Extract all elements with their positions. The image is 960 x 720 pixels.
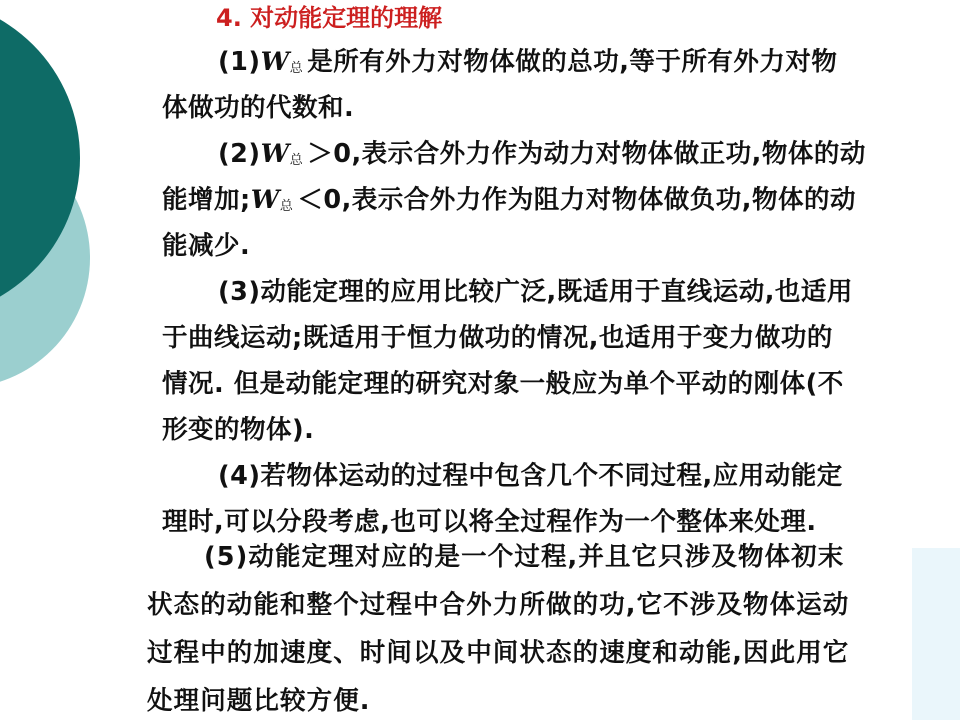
para5-line3: 过程中的加速度、时间以及中间状态的速度和动能,因此用它 [147, 638, 850, 668]
para3-line3: 情况. 但是动能定理的研究对象一般应为单个平动的刚体(不 [162, 369, 844, 399]
para1-line2: 体做功的代数和. [162, 93, 355, 123]
para2-line1-text: ＞0,表示合外力作为动力对物体做正功,物体的动 [307, 139, 866, 169]
para5-line1: (5)动能定理对应的是一个过程,并且它只涉及物体初末 [204, 542, 845, 572]
para3-line1: (3)动能定理的应用比较广泛,既适用于直线运动,也适用 [218, 277, 853, 307]
para1-line1-text: 是所有外力对物体做的总功,等于所有外力对物 [307, 47, 838, 77]
para3-line4: 形变的物体). [162, 415, 315, 445]
w-total-symbol: W [260, 139, 290, 169]
para2-line2 [162, 183, 856, 224]
para4-line2: 理时,可以分段考虑,也可以将全过程作为一个整体来处理. [162, 507, 817, 537]
w-total-subscript: 总 [289, 61, 304, 76]
para4-line1: (4)若物体运动的过程中包含几个不同过程,应用动能定 [218, 461, 843, 491]
para3-line2: 于曲线运动;既适用于恒力做功的情况,也适用于变力做功的 [162, 323, 833, 353]
w-total-symbol: W [250, 185, 280, 215]
para1-number: (1) [218, 47, 261, 77]
para1-line1 [218, 45, 837, 86]
w-total-subscript: 总 [279, 199, 294, 214]
para2-number: (2) [218, 139, 261, 169]
para2-line3: 能减少. [162, 231, 251, 261]
w-total-symbol: W [260, 47, 290, 77]
para5-line4: 处理问题比较方便. [147, 686, 371, 716]
para5-line2: 状态的动能和整个过程中合外力所做的功,它不涉及物体运动 [147, 590, 850, 620]
slide-title: 4. 对动能定理的理解 [216, 4, 443, 32]
w-total-subscript: 总 [289, 153, 304, 168]
para2-line1 [218, 137, 866, 178]
para2-line2-start: 能增加; [162, 185, 251, 215]
para2-line2-text: ＜0,表示合外力作为阻力对物体做负功,物体的动 [297, 185, 856, 215]
